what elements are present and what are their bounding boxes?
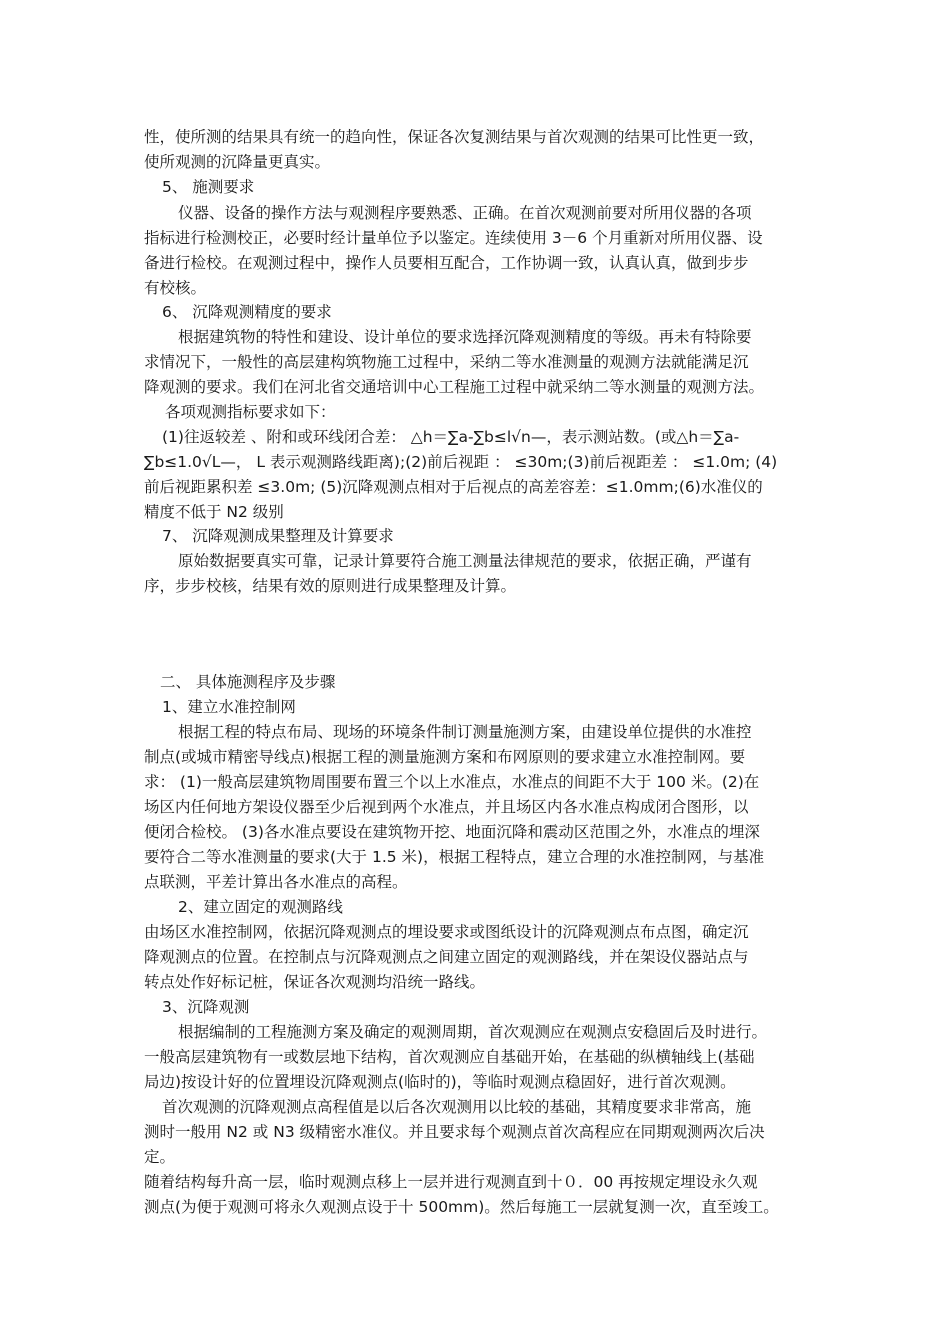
text-line: (1)往返较差 、附和或环线闭合差： △h＝∑a-∑b≤l√n—，表示测站数。(或△h＝∑a- <box>162 428 740 446</box>
text-line: 场区内任何地方架设仪器至少后视到两个水准点，并且场区内各水准点构成闭合图形，以 <box>144 798 749 816</box>
text-line: 局边)按设计好的位置埋设沉降观测点(临时的)，等临时观测点稳固好，进行首次观测。 <box>144 1073 736 1091</box>
text-line: 序，步步校核，结果有效的原则进行成果整理及计算。 <box>144 577 517 595</box>
text-line: 有校核。 <box>144 279 207 297</box>
text-line: 降观测的要求。我们在河北省交通培训中心工程施工过程中就采纳二等水测量的观测方法。 <box>144 378 765 396</box>
text-line: 求： (1)一般高层建筑物周围要布置三个以上水准点，水准点的间距不大于 100 米。(2)在 <box>144 773 760 791</box>
text-line: 随着结构每升高一层，临时观测点移上一层并进行观测直到十０．00 再按规定埋设永久观 <box>144 1173 758 1191</box>
text-line: 制点(或城市精密导线点)根据工程的测量施测方案和布网原则的要求建立水准控制网。要 <box>144 748 746 766</box>
text-line: 仪器、设备的操作方法与观测程序要熟悉、正确。在首次观测前要对所用仪器的各项 <box>178 204 752 222</box>
text-line: 定。 <box>144 1148 176 1166</box>
section-heading: 3、沉降观测 <box>162 998 250 1016</box>
text-line: 求情况下，一般性的高层建构筑物施工过程中，采纳二等水准测量的观测方法就能满足沉 <box>144 353 749 371</box>
text-line: 性，使所测的结果具有统一的趋向性，保证各次复测结果与首次观测的结果可比性更一致， <box>144 128 765 146</box>
text-line: 各项观测指标要求如下： <box>165 403 336 421</box>
text-line: 由场区水准控制网，依据沉降观测点的埋设要求或图纸设计的沉降观测点布点图，确定沉 <box>144 923 749 941</box>
text-line: 便闭合检校。 (3)各水准点要设在建筑物开挖、地面沉降和震动区范围之外，水准点的埋深 <box>144 823 760 841</box>
section-heading: 6、 沉降观测精度的要求 <box>162 303 332 321</box>
text-line: 一般高层建筑物有一或数层地下结构，首次观测应自基础开始，在基础的纵横轴线上(基础 <box>144 1048 755 1066</box>
text-line: 要符合二等水准测量的要求(大于 1.5 米)，根据工程特点，建立合理的水准控制网，与基准 <box>144 848 765 866</box>
text-line: 精度不低于 N2 级别 <box>144 503 284 521</box>
text-line: 转点处作好标记桩，保证各次观测均沿统一路线。 <box>144 973 486 991</box>
text-line: 备进行检校。在观测过程中，操作人员要相互配合，工作协调一致，认真认真，做到步步 <box>144 254 749 272</box>
text-line: 测点(为便于观测可将永久观测点设于十 500mm)。然后每施工一层就复测一次，直至竣工。 <box>144 1198 779 1216</box>
section-heading: 1、建立水准控制网 <box>162 698 296 716</box>
text-line: 使所观测的沉降量更真实。 <box>144 153 331 171</box>
text-line: 原始数据要真实可靠，记录计算要符合施工测量法律规范的要求，依据正确，严谨有 <box>178 552 752 570</box>
text-line: 根据编制的工程施测方案及确定的观测周期，首次观测应在观测点安稳固后及时进行。 <box>178 1023 768 1041</box>
text-line: 首次观测的沉降观测点高程值是以后各次观测用以比较的基础，其精度要求非常高，施 <box>162 1098 752 1116</box>
text-line: ∑b≤1.0√L—， L 表示观测路线距离);(2)前后视距 ： ≤30m;(3)前后视距差 ： ≤1.0m; (4) <box>144 453 778 471</box>
text-line: 降观测点的位置。在控制点与沉降观测点之间建立固定的观测路线，并在架设仪器站点与 <box>144 948 749 966</box>
text-line: 根据建筑物的特性和建设、设计单位的要求选择沉降观测精度的等级。再未有特除要 <box>178 328 752 346</box>
section-heading: 7、 沉降观测成果整理及计算要求 <box>162 527 394 545</box>
text-line: 前后视距累积差 ≤3.0m; (5)沉降观测点相对于后视点的高差容差：≤1.0mm;(6)水准仪的 <box>144 478 763 496</box>
text-line: 测时一般用 N2 或 N3 级精密水准仪。并且要求每个观测点首次高程应在同期观测两次后决 <box>144 1123 765 1141</box>
section-heading: 2、建立固定的观测路线 <box>178 898 343 916</box>
text-line: 点联测，平差计算出各水准点的高程。 <box>144 873 408 891</box>
text-line: 根据工程的特点布局、现场的环境条件制订测量施测方案，由建设单位提供的水准控 <box>178 723 752 741</box>
section-heading: 5、 施测要求 <box>162 178 255 196</box>
text-line: 指标进行检测校正，必要时经计量单位予以鉴定。连续使用 3－6 个月重新对所用仪器、设 <box>144 229 763 247</box>
chapter-heading: 二、 具体施测程序及步骤 <box>160 673 336 691</box>
